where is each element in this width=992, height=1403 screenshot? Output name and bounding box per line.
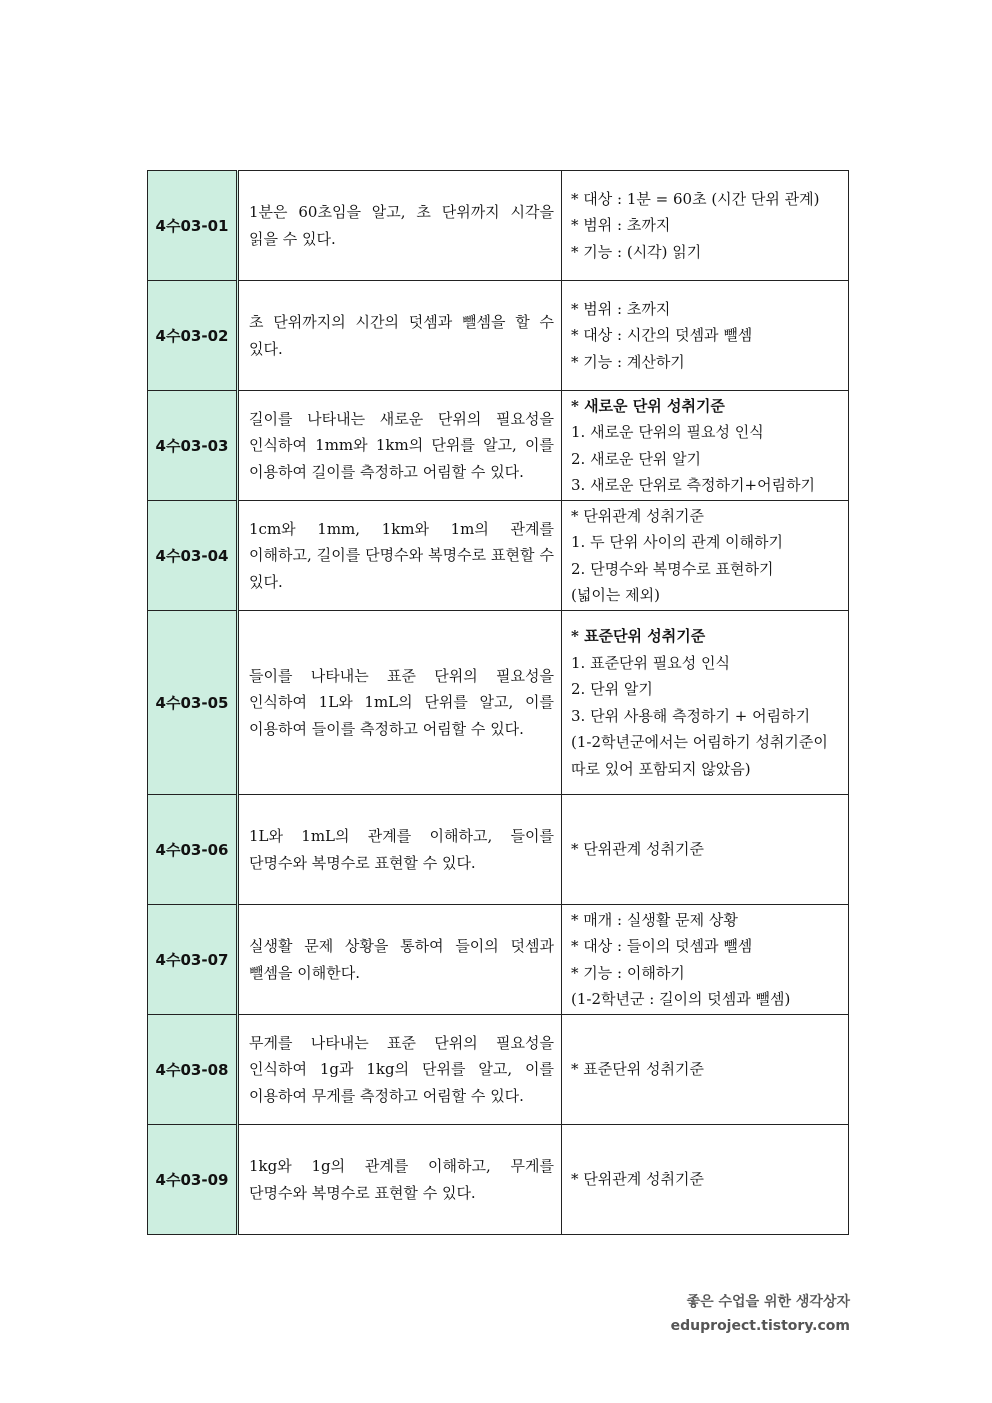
standard-code: 4수03-07: [148, 905, 238, 1015]
note-line: 2. 단명수와 복명수로 표현하기: [571, 559, 774, 578]
note-line: (1-2학년군 : 길이의 덧셈과 뺄셈): [571, 990, 791, 1008]
standard-description: 실생활 문제 상황을 통하여 들이의 덧셈과 뺄셈을 이해한다.: [238, 905, 562, 1015]
note-line: * 단위관계 성취기준: [571, 840, 704, 859]
standard-code: 4수03-08: [148, 1015, 238, 1125]
note-line: * 새로운 단위 성취기준: [571, 396, 725, 415]
standard-notes: [562, 1125, 849, 1235]
standard-notes: [562, 1015, 849, 1125]
note-line: * 범위 : 초까지: [571, 299, 671, 318]
standard-description: 1cm와 1mm, 1km와 1m의 관계를 이해하고, 길이를 단명수와 복명수로 표현할 수 있다.: [238, 501, 562, 611]
note-line: * 기능 : 계산하기: [571, 352, 685, 371]
standard-code: 4수03-03: [148, 391, 238, 501]
standard-notes: [562, 611, 849, 795]
note-line: * 매개 : 실생활 문제 상황: [571, 910, 738, 929]
note-line: 3. 새로운 단위로 측정하기+어림하기: [571, 476, 816, 494]
standard-notes: [562, 391, 849, 501]
table-row: [148, 171, 849, 281]
footer-blog-title: 좋은 수업을 위한 생각상자: [686, 1294, 850, 1310]
table-row: [148, 1015, 849, 1125]
note-line: * 표준단위 성취기준: [571, 1060, 704, 1079]
table-row: [148, 1125, 849, 1235]
note-line: * 범위 : 초까지: [571, 216, 671, 235]
table-row: [148, 501, 849, 611]
note-line: 1. 새로운 단위의 필요성 인식: [571, 423, 764, 441]
footer: [671, 1290, 850, 1338]
standard-description: 길이를 나타내는 새로운 단위의 필요성을 인식하여 1mm와 1km의 단위를 알고, 이를 이용하여 길이를 측정하고 어림할 수 있다.: [238, 391, 562, 501]
standard-description: 1L와 1mL의 관계를 이해하고, 들이를 단명수와 복명수로 표현할 수 있다.: [238, 795, 562, 905]
note-line: 3. 단위 사용해 측정하기 + 어림하기: [571, 706, 811, 725]
note-line: 1. 표준단위 필요성 인식: [571, 653, 731, 672]
standard-code: 4수03-01: [148, 171, 238, 281]
note-line: (1-2학년군에서는 어림하기 성취기준이 따로 있어 포함되지 않았음): [571, 733, 828, 778]
table-row: [148, 611, 849, 795]
standard-code: 4수03-05: [148, 611, 238, 795]
note-line: * 대상 : 시간의 덧셈과 뺄셈: [571, 326, 753, 345]
note-line: * 기능 : (시각) 읽기: [571, 242, 702, 261]
table-row: [148, 281, 849, 391]
note-line: * 표준단위 성취기준: [571, 627, 706, 645]
achievement-standards-table: [147, 170, 849, 1235]
note-line: * 기능 : 이해하기: [571, 963, 685, 982]
footer-blog-url: eduproject.tistory.com: [670, 1318, 850, 1334]
standard-notes: [562, 171, 849, 281]
standard-description: 무게를 나타내는 표준 단위의 필요성을 인식하여 1g과 1kg의 단위를 알고, 이를 이용하여 무게를 측정하고 어림할 수 있다.: [238, 1015, 562, 1125]
standard-notes: [562, 795, 849, 905]
note-line: * 단위관계 성취기준: [571, 506, 704, 525]
table-row: [148, 795, 849, 905]
standard-description: 들이를 나타내는 표준 단위의 필요성을 인식하여 1L와 1mL의 단위를 알고, 이를 이용하여 들이를 측정하고 어림할 수 있다.: [238, 611, 562, 795]
standard-code: 4수03-06: [148, 795, 238, 905]
standard-code: 4수03-09: [148, 1125, 238, 1235]
note-line: 2. 단위 알기: [571, 680, 653, 698]
standard-description: 초 단위까지의 시간의 덧셈과 뺄셈을 할 수 있다.: [238, 281, 562, 391]
note-line: * 대상 : 들이의 덧셈과 뺄셈: [571, 937, 753, 955]
standard-notes: [562, 905, 849, 1015]
note-line: (넓이는 제외): [571, 586, 660, 604]
standard-notes: [562, 281, 849, 391]
standard-code: 4수03-02: [148, 281, 238, 391]
note-line: 1. 두 단위 사이의 관계 이해하기: [571, 533, 784, 551]
standard-notes: [562, 501, 849, 611]
table-row: [148, 905, 849, 1015]
note-line: * 대상 : 1분 = 60초 (시간 단위 관계): [571, 189, 820, 208]
standard-description: 1분은 60초임을 알고, 초 단위까지 시각을 읽을 수 있다.: [238, 171, 562, 281]
standard-code: 4수03-04: [148, 501, 238, 611]
standard-description: 1kg와 1g의 관계를 이해하고, 무게를 단명수와 복명수로 표현할 수 있다.: [238, 1125, 562, 1235]
table-row: [148, 391, 849, 501]
note-line: * 단위관계 성취기준: [571, 1170, 704, 1189]
note-line: 2. 새로운 단위 알기: [571, 449, 702, 468]
